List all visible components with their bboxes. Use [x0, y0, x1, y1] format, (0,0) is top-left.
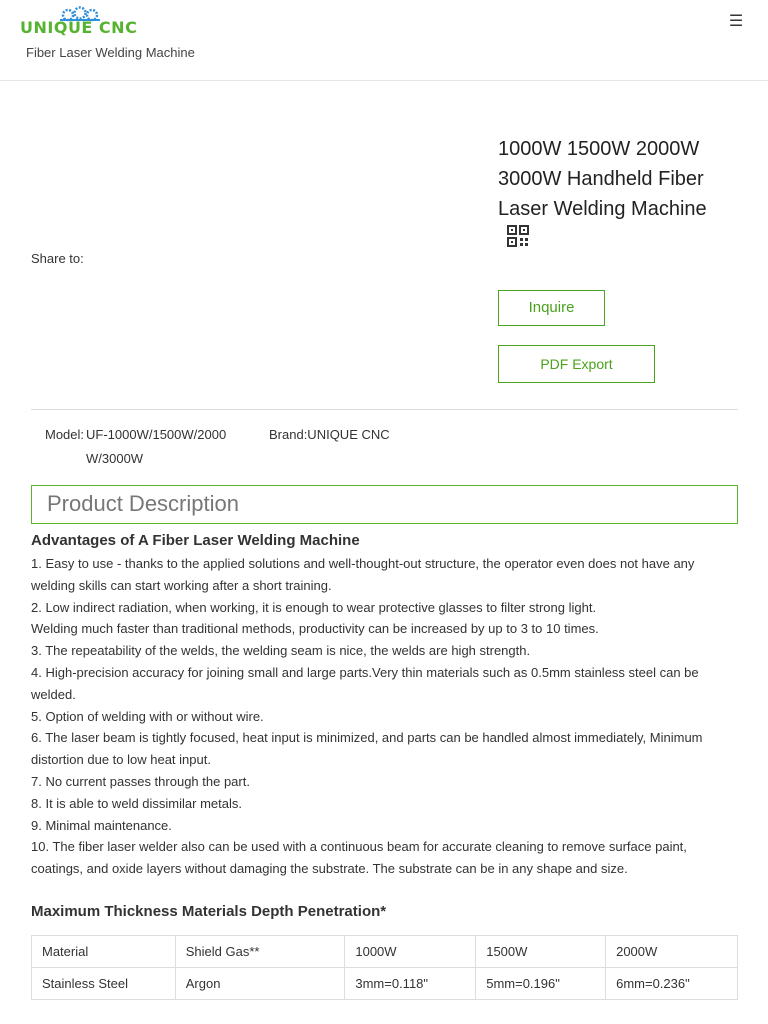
list-item: 7. No current passes through the part.	[31, 773, 250, 789]
section-title: Product Description	[47, 491, 239, 516]
hamburger-icon: ☰	[728, 13, 744, 30]
model-label: Model:	[45, 427, 85, 442]
logo[interactable]	[20, 6, 138, 38]
advantages-list	[31, 553, 738, 880]
list-item: 4. High-precision accuracy for joining small and large parts.Very thin materials such as 0.5mm stainless steel can be welded.	[31, 664, 699, 702]
table-cell: Argon	[175, 968, 345, 1000]
table-cell: 2000W	[606, 936, 738, 968]
qr-code-icon[interactable]	[507, 225, 529, 247]
product-description-header	[31, 485, 738, 524]
table-row	[32, 968, 738, 1000]
table-cell: Shield Gas**	[175, 936, 345, 968]
share-label: Share to:	[31, 251, 84, 266]
table-cell: 1500W	[476, 936, 606, 968]
breadcrumb[interactable]: Fiber Laser Welding Machine	[26, 45, 195, 60]
table-cell: 3mm=0.118"	[345, 968, 476, 1000]
site-header	[0, 0, 768, 81]
menu-button[interactable]	[726, 12, 746, 32]
table-cell: Stainless Steel	[32, 968, 176, 1000]
list-item: 3. The repeatability of the welds, the welding seam is nice, the welds are high strength.	[31, 643, 531, 659]
advantages-heading: Advantages of A Fiber Laser Welding Machine	[31, 532, 360, 549]
thickness-heading: Maximum Thickness Materials Depth Penetration*	[31, 903, 387, 920]
table-header-row	[32, 936, 738, 968]
table-cell: Material	[32, 936, 176, 968]
list-item: 10. The fiber laser welder also can be used with a continuous beam for accurate cleaning to remove surface paint, coatings, and oxide layers without damaging the substrate. The substrate can be in any shape and size.	[31, 839, 687, 877]
list-item: 2. Low indirect radiation, when working, it is enough to wear protective glasses to filter strong light.	[31, 599, 597, 615]
table-cell: 5mm=0.196"	[476, 968, 606, 1000]
list-item: 8. It is able to weld dissimilar metals.	[31, 795, 242, 811]
brand-label: Brand:UNIQUE CNC	[269, 427, 390, 442]
thickness-table	[31, 935, 738, 1000]
list-item: 1. Easy to use - thanks to the applied solutions and well-thought-out structure, the operator even does not have any welding skills can start working after a short training.	[31, 556, 695, 593]
divider	[31, 409, 738, 410]
inquire-button[interactable]: Inquire	[498, 290, 605, 326]
list-item: 6. The laser beam is tightly focused, heat input is minimized, and parts can be handled almost immediately, Minimum distortion due to low heat input.	[31, 730, 703, 768]
product-title: 1000W 1500W 2000W 3000W Handheld Fiber Laser Welding Machine	[498, 138, 707, 220]
table-cell: 6mm=0.236"	[606, 968, 738, 1000]
list-item: 5. Option of welding with or without wire.	[31, 708, 264, 724]
list-item: 9. Minimal maintenance.	[31, 817, 172, 833]
table-cell: 1000W	[345, 936, 476, 968]
pdf-export-button[interactable]: PDF Export	[498, 345, 655, 383]
list-item: Welding much faster than traditional methods, productivity can be increased by up to 3 to 10 times.	[31, 621, 599, 637]
model-value: UF-1000W/1500W/2000W/3000W	[86, 427, 227, 466]
logo-text: UNIQUE CNC	[20, 18, 138, 37]
